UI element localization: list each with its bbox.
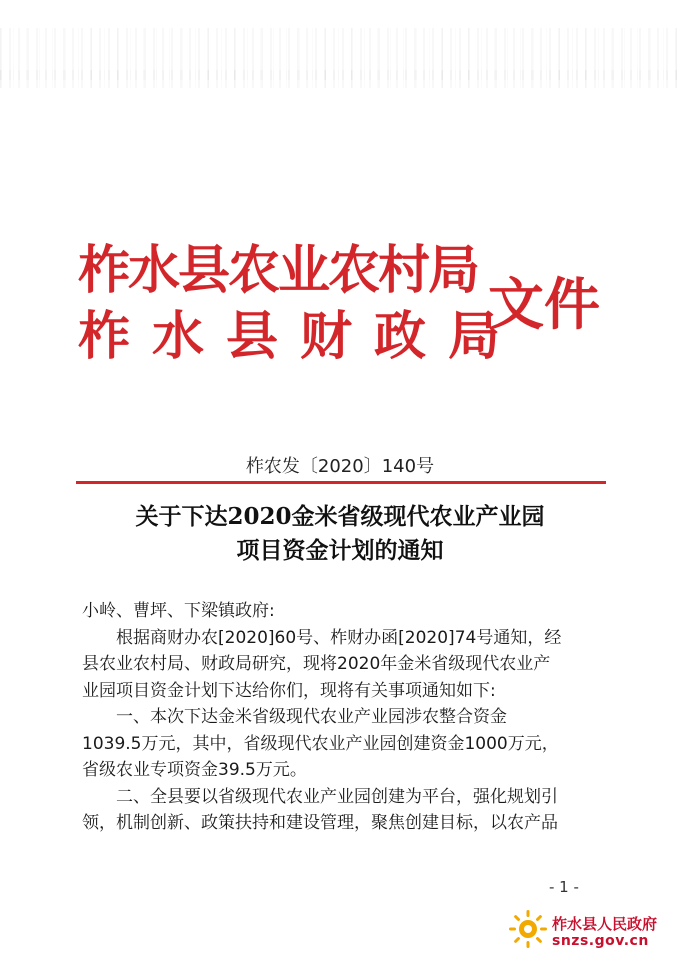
sun-logo-icon bbox=[508, 909, 548, 949]
title-line-1: 关于下达2020金米省级现代农业产业园 bbox=[135, 503, 545, 530]
body-line: 小岭、曹坪、下梁镇政府: bbox=[82, 601, 275, 621]
doc-type-label: 文件 bbox=[488, 272, 600, 338]
site-watermark bbox=[508, 905, 678, 957]
body-line: 二、全县要以省级现代农业产业园创建为平台，强化规划引 bbox=[116, 786, 558, 807]
watermark-url: snzs.gov.cn bbox=[552, 933, 649, 949]
red-divider-line bbox=[76, 481, 606, 484]
body-line: 省级农业专项资金39.5万元。 bbox=[82, 760, 307, 780]
document-body bbox=[82, 598, 602, 837]
issuer-block bbox=[78, 238, 523, 370]
document-number: 柞农发〔2020〕140号 bbox=[245, 456, 435, 477]
body-line: 根据商财办农[2020]60号、柞财办函[2020]74号通知，经 bbox=[116, 627, 562, 648]
body-line: 一、本次下达金米省级现代农业产业园涉农整合资金 bbox=[116, 707, 507, 727]
issuer-line-2: 柞水县财政局 bbox=[78, 306, 523, 367]
issuer-line-1: 柞水县农业农村局 bbox=[78, 240, 479, 301]
document-title bbox=[0, 500, 680, 568]
title-line-2: 项目资金计划的通知 bbox=[236, 537, 444, 564]
body-line: 县农业农村局、财政局研究，现将2020年金米省级现代农业产 bbox=[82, 654, 551, 674]
watermark-name: 柞水县人民政府 bbox=[552, 915, 658, 933]
page-number: - 1 - bbox=[549, 878, 579, 896]
body-line: 业园项目资金计划下达给你们，现将有关事项通知如下: bbox=[82, 680, 496, 701]
scan-noise bbox=[0, 70, 680, 80]
body-line: 领，机制创新、政策扶持和建设管理，聚焦创建目标，以农产品 bbox=[82, 813, 558, 833]
body-line: 1039.5万元，其中，省级现代农业产业园创建资金1000万元， bbox=[82, 733, 559, 754]
